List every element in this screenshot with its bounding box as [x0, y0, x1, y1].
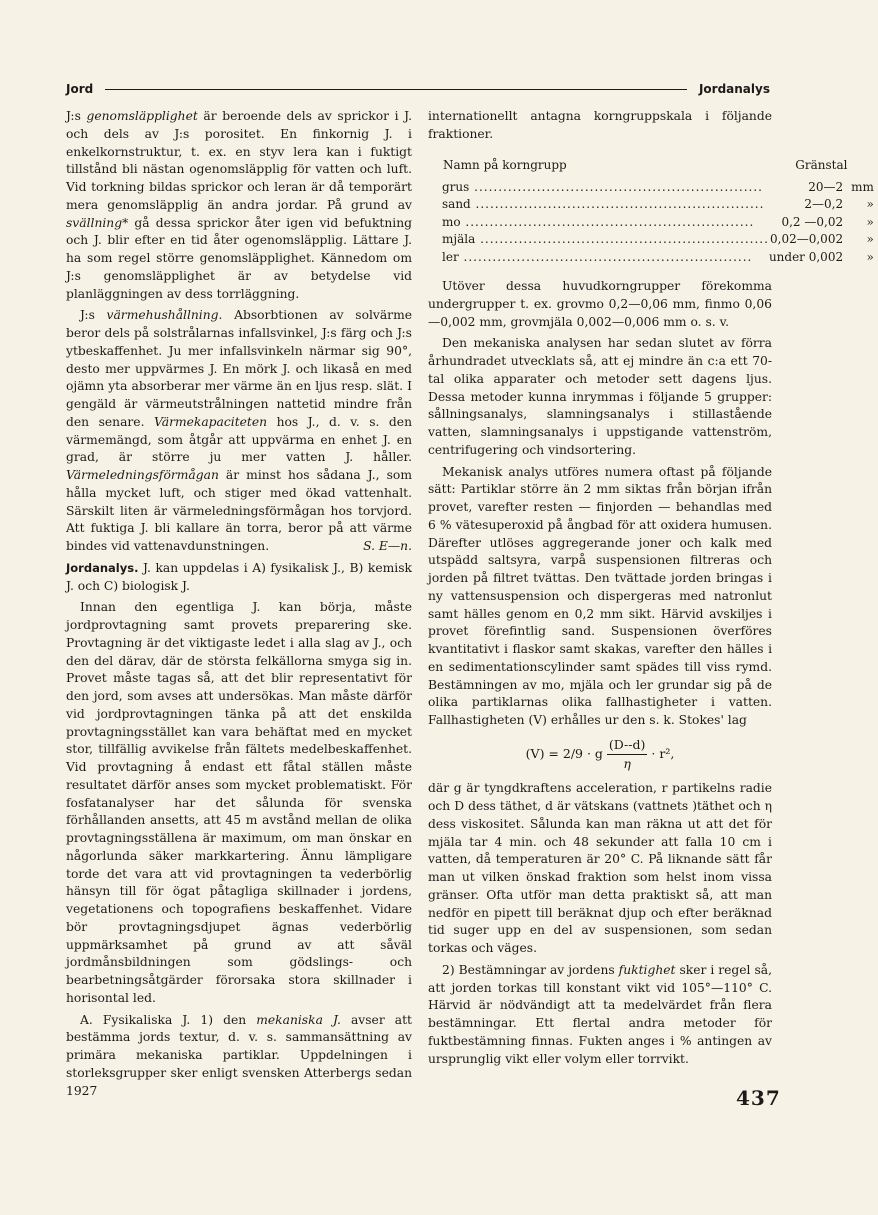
- text-run: sker i regel så, att jorden torkas till konstant vikt vid 105°—110° C. Härvid är nödvändigt att ta medelvärdet från flera bestämningar. Ett flertal andra metoder för fuktbestämning finnas. Fukten anges i % antingen av ursprunglig vikt eller volym eller torrvikt.: [428, 962, 773, 1066]
- grain-limit: 20—2: [808, 179, 844, 194]
- paragraph-methods-history: Den mekaniska analysen har sedan slutet av förra århundradet utvecklats så, att ej mindre än c:a ett 70-tal olika apparater och metoder sett dagens ljus. Dessa metoder kunna inrymmas i följande 5 grupper: sållningsanalys, slamningsanalys i stillastående vatten, slamningsanalys i uppstigande vattenström, centrifugering och vindsortering.: [428, 336, 772, 457]
- stokes-law-formula: [428, 736, 772, 773]
- formula-fraction: [607, 736, 647, 773]
- text-run: J:s: [66, 109, 87, 123]
- entry-heading-jordanalys: Jordanalys.: [66, 560, 139, 575]
- formula-rhs: · r²,: [651, 746, 675, 762]
- formula-denominator: η: [623, 755, 631, 771]
- grain-limit: 2—0,2: [804, 197, 844, 211]
- running-header: [66, 80, 770, 98]
- author-signature: S. E—n.: [363, 539, 412, 553]
- paragraph-soil-analysis-intro: [66, 560, 412, 596]
- grain-name: mjäla .....: [442, 231, 769, 249]
- italic-term: genomsläpplighet: [86, 109, 198, 123]
- italic-term: Värmekapaciteten: [154, 414, 268, 429]
- paragraph-fractions-intro: internationellt antagna korngruppskala i följande fraktioner.: [428, 109, 772, 141]
- grain-limit: 0,2 —0,02: [781, 214, 844, 229]
- text-run: hos J., d. v. s. den värmemängd, som åtgår att uppvärma en enhet J. en grad, är större ju mer vatten J. håller.: [66, 414, 412, 465]
- paragraph-procedure: Mekanisk analys utföres numera oftast på följande sätt: Partiklar större än 2 mm siktas från början ifrån provet, varefter resten — finjorden — behandlas med 6 % vätesuperoxid på ångbad för att oxidera humusen. Därefter utlöses aggregerande joner och kalk med utspädd saltsyra, varpå suspensionen filtreras och jorden på filtret tvättas. Den tvättade jorden bringas i ny vattensuspension och dispergeras med natronlut samt hälles genom en 0,2 mm sikt. Härvid avskiljes i provet förefintlig sand. Suspensionen överföres kvantitativt i flaskor samt skakas, varefter den hälles i en sedimentationscylinder samt spädes till viss rymd. Bestämningen av mo, mjäla och ler grundar sig på de olika partiklarnas olika fallhastigheter i vatten. Fallhastigheten (V) erhålles ur den s. k. Stokes' lag: [428, 464, 772, 727]
- grain-table-row: [442, 196, 874, 214]
- italic-term: fuktighet: [618, 962, 676, 977]
- text-run: avser att bestämma jords textur, d. v. s. sammansättning av primära mekaniska partiklar. Uppdelningen i storleksgrupper sker enligt svensken Atterbergs sedan 1927: [66, 1012, 412, 1098]
- page-number: 437: [736, 1086, 781, 1110]
- grain-table-row: [442, 231, 874, 249]
- text-run: är beroende dels av sprickor i J. och dels av J:s porositet. En finkornig J. i enkelkornstruktur, t. ex. en styv lera kan i fuktigt tillstånd bli nästan ogenomsläpplig för vatten och luft. Vid torkning bildas sprickor och leran är då temporärt mera genomsläpplig än andra jordar. På grund av: [66, 109, 413, 212]
- paragraph-permeability: [66, 108, 412, 303]
- grain-unit: mm: [851, 179, 874, 194]
- grain-limit: 0,02—0,002: [770, 232, 844, 246]
- header-right-title: Jordanalys: [698, 82, 770, 96]
- italic-term: svällning*: [66, 215, 129, 230]
- grain-size-table: [442, 156, 874, 267]
- text-run: 2) Bestämningar av jordens: [442, 962, 619, 977]
- paragraph-stokes-explanation: där g är tyngdkraftens acceleration, r partikelns radie och D dess täthet, d är vätskans (vattnets )täthet och η dess viskositet. Sålunda kan man räkna ut att det för mjäla tar 4 min. och 48 sekunder att falla 10 cm i vatten, då temperaturen är 20° C. På liknande sätt får man ut vilken önskad fraktion som helst inom vissa gränser. Ofta utför man detta praktiskt så, att man nedför en pipett till beräknat djup och efter beräknad tid suger upp en del av suspensionen, som sedan torkas och väges.: [428, 781, 772, 955]
- formula-numerator: (D--d): [607, 736, 647, 755]
- grain-table-row: [442, 214, 874, 232]
- grain-unit: »: [866, 249, 874, 264]
- paragraph-heat-balance: [66, 307, 412, 556]
- soil-analysis-intro-text: J. kan uppdelas i A) fysikalisk J., B) kemisk J. och C) biologisk J.: [66, 560, 412, 593]
- grain-table-row: [442, 249, 874, 267]
- heat-balance-text: [66, 308, 412, 553]
- grain-name: mo .....: [442, 214, 769, 232]
- grain-unit: »: [866, 214, 874, 229]
- header-rule: [105, 89, 687, 90]
- paragraph-physical-analysis: [66, 1012, 412, 1101]
- grain-table-row: [442, 179, 874, 197]
- grain-table-header-name: Namn på korngrupp: [443, 157, 567, 172]
- paragraph-subgroups: Utöver dessa huvudkorngrupper förekomma undergrupper t. ex. grovmo 0,2—0,06 mm, finmo 0,06—0,002 mm, grovmjäla 0,002—0,006 mm o. s. v.: [428, 279, 772, 329]
- text-run: är minst hos sådana J., som hålla mycket luft, och stiger med ökad vattenhalt. Särskilt liten är värmeledningsförmågan hos torvjord. Att fuktiga J. bli kallare än torra, beror på att värme bindes vid vattenavdunstningen.: [66, 468, 412, 553]
- header-left-title: Jord: [66, 82, 94, 96]
- left-column: [66, 108, 412, 1104]
- grain-limit: under 0,002: [768, 249, 844, 264]
- grain-name: grus .....: [442, 179, 769, 197]
- grain-unit: »: [866, 197, 874, 211]
- grain-table-header-limit: Gränstal: [795, 157, 848, 172]
- text-run: Absorbtionen av solvärme beror dels på solstrålarnas infallsvinkel, J:s färg och J:s ytbeskaffenhet. Ju mer infallsvinkeln närmar sig 90°, desto mer uppvärmes J. En mörk J. och likaså en med ojämn yta absorberar mer värme än en ljus resp. slät. I gengäld är värmeutstrålningen nattetid mindre från den senare.: [66, 308, 413, 429]
- italic-term: Värmeledningsförmågan: [66, 468, 219, 482]
- right-column: [428, 108, 874, 1072]
- text-run: gå dessa sprickor åter igen vid befuktning och J. blir efter en tid åter ogenomsläpplig. Lättare J. ha som regel större genomsläpplighet. Kännedom om J:s genomsläpplighet är av betydelse vid planläggningen av dess torrläggning.: [66, 215, 412, 301]
- italic-term: mekaniska J.: [256, 1012, 341, 1027]
- formula-lhs: (V) = 2/9 · g: [525, 746, 603, 762]
- grain-table-header-row: [442, 156, 874, 179]
- grain-name: ler .....: [442, 249, 769, 267]
- paragraph-moisture: [428, 962, 772, 1069]
- grain-unit: »: [866, 232, 874, 246]
- paragraph-sampling: Innan den egentliga J. kan börja, måste jordprovtagning samt provets preparering ske. Provtagning är det viktigaste ledet i alla slag av J., och den del därav, där de största felkällorna smyga sig in. Provet måste tagas så, att det blir representativt för den jord, som avses att undersökas. Man måste därför vid jordprovtagningen tänka på att det enskilda provtagningsstället kan vara behäftat med en mycket stor, tillfällig avvikelse från fältets medelbeskaffenhet. Vid provtagning å endast ett fåtal ställen måste resultatet därför anses som mycket problematiskt. För fosfatanalyser har det sålunda för svenska förhållanden ansetts, att 45 m avstånd mellan de olika provtagningsställena är maximum, om man önskar en någorlunda säker markkartering. Ännu lämpligare torde det vara att vid provtagningen ta vederbörlig hänsyn till för ögat påtagliga skillnader i jordens, vegetationens och topografiens beskaffenhet. Vidare bör provtagningsdjupet ägnas vederbörlig uppmärksamhet på grund av att såväl jordmånsbildningen som gödslings- och bearbetningsåtgärder förorsaka stora skillnader i horisontal led.: [66, 600, 412, 1005]
- text-run: J:s: [80, 308, 107, 323]
- text-run: A. Fysikaliska J. 1) den: [80, 1012, 257, 1027]
- grain-name: sand .....: [442, 196, 769, 214]
- italic-term: värmehushållning.: [106, 308, 223, 323]
